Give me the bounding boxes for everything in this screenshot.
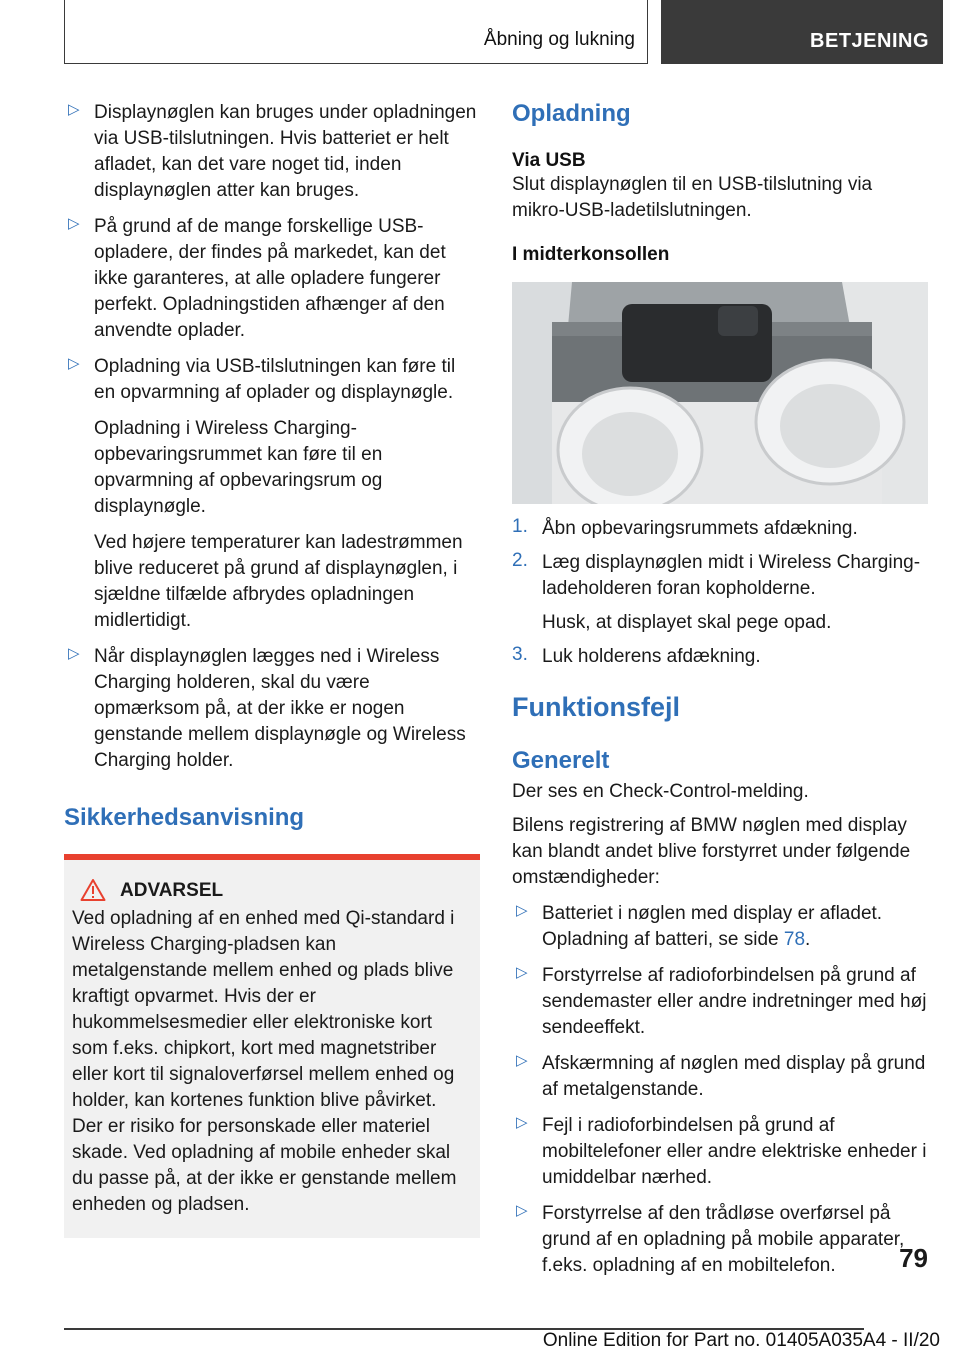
- via-usb-text: Slut displaynøglen til en USB-tilslutning via mikro-USB-ladetilslutningen.: [512, 174, 873, 221]
- triangle-right-icon: ▷: [68, 355, 80, 372]
- list-item: [512, 1201, 928, 1279]
- page-number: 79: [899, 1243, 928, 1273]
- steps-list: [512, 516, 928, 670]
- warning-text: Ved opladning af en enhed med Qi-standard i Wireless Charging-pladsen kan metalgenstande mellem enhed og plads blive kraftigt opvarmet. Hvis der er hukommelsesmedier eller elektroniske kort som f.eks. chipkort, kort med magnetstriber eller kort til signaloverførsel mellem enhed og holder, kan kortenes funktion blive påvirket. Der er risiko for personskade eller materiel skade. Ved opladning af mobile enheder skal du passe på, at der ikke er genstande mellem enheden og pladsen.: [72, 908, 457, 1215]
- warning-box: [64, 860, 480, 1238]
- triangle-right-icon: ▷: [516, 1202, 528, 1219]
- step-text: Læg displaynøglen midt i Wireless Charging-ladeholderen foran kopholderne.: [542, 552, 921, 599]
- warning-triangle-icon: [80, 878, 106, 902]
- list-item: [512, 1051, 928, 1103]
- list-item: [64, 644, 480, 774]
- triangle-right-icon: ▷: [68, 215, 80, 232]
- bullet-text: På grund af de mange forskellige USB-opladere, der findes på markedet, kan det ikke garanteres, at alle opladere fungerer perfekt. Opladningstiden afhænger af den anvendte oplader.: [94, 216, 446, 341]
- general-heading: Generelt: [512, 747, 610, 774]
- list-item: [512, 516, 928, 542]
- bullet-text: Forstyrrelse af den trådløse overførsel på grund af en opladning på mobile apparater, f.eks. opladning af en mobiltelefon.: [542, 1203, 905, 1276]
- step-subtext: Husk, at displayet skal pege opad.: [542, 612, 832, 633]
- warning-title-row: [72, 880, 472, 902]
- general-text-1: Der ses en Check-Control-melding.: [512, 781, 809, 802]
- triangle-right-icon: ▷: [516, 1114, 528, 1131]
- page-link[interactable]: 78: [783, 929, 806, 950]
- console-heading: I midterkonsollen: [512, 244, 670, 265]
- footer-text: Online Edition for Part no. 01405A035A4 - II/20: [542, 1330, 940, 1351]
- bullet-text: Opladning via USB-tilslutningen kan føre til en opvarmning af oplader og displaynøgle.: [94, 356, 456, 403]
- step-number: 3.: [512, 644, 528, 665]
- header-chapter-title: BETJENING: [810, 30, 929, 52]
- header-section-box: [64, 0, 648, 64]
- bullet-text: Forstyrrelse af radioforbindelsen på grund af sendemaster eller andre indretninger med høj sendeeffekt.: [542, 965, 927, 1038]
- fault-list: [512, 901, 928, 1279]
- bullet-text: Når displaynøglen lægges ned i Wireless Charging holderen, skal du være opmærksom på, at der ikke er nogen genstande mellem displaynøgle og Wireless Charging holder.: [94, 646, 466, 771]
- bullet-text-main: Batteriet i nøglen med display er afladet. Opladning af batteri, se side: [542, 903, 883, 950]
- list-item: [64, 100, 480, 204]
- list-item: [512, 901, 928, 953]
- list-item: [512, 644, 928, 670]
- list-item: [64, 214, 480, 344]
- warning-title: ADVARSEL: [120, 880, 224, 901]
- console-illustration: [512, 282, 928, 504]
- bullet-text: Fejl i radioforbindelsen på grund af mobiltelefoner eller andre elektriske enheder i umiddelbar nærhed.: [542, 1115, 927, 1188]
- bullet-text: Afskærmning af nøglen med display på grund af metalgenstande.: [542, 1053, 926, 1100]
- bullet-text-after: .: [805, 929, 811, 950]
- step-text: Luk holderens afdækning.: [542, 646, 761, 667]
- bullet-text: [542, 901, 928, 953]
- list-item: [64, 354, 480, 634]
- left-column: [64, 100, 480, 1238]
- bullet-text: Displaynøglen kan bruges under opladningen via USB-tilslutningen. Hvis batteriet er helt afladet, kan det vare noget tid, inden displaynøglen atter kan bruges.: [94, 102, 477, 201]
- bullet-subtext: Opladning i Wireless Charging-opbevaringsrummet kan føre til en opvarmning af opbevaringsrum og displaynøgle.: [94, 418, 383, 517]
- header-section-title: Åbning og lukning: [483, 29, 635, 50]
- step-number: 1.: [512, 516, 528, 537]
- header-chapter-box: [661, 0, 943, 64]
- via-usb-heading: Via USB: [512, 150, 586, 171]
- triangle-right-icon: ▷: [516, 964, 528, 981]
- triangle-right-icon: ▷: [68, 645, 80, 662]
- general-text-2: Bilens registrering af BMW nøglen med display kan blandt andet blive forstyrret under følgende omstændigheder:: [512, 815, 911, 888]
- triangle-right-icon: ▷: [516, 1052, 528, 1069]
- step-text: Åbn opbevaringsrummets afdækning.: [542, 518, 858, 539]
- charging-heading: Opladning: [512, 100, 631, 127]
- list-item: [512, 1113, 928, 1191]
- list-item: [512, 550, 928, 636]
- triangle-right-icon: ▷: [516, 902, 528, 919]
- right-column: [512, 100, 928, 1289]
- center-console-photo: [512, 282, 928, 504]
- list-item: [512, 963, 928, 1041]
- bullet-subtext: Ved højere temperaturer kan ladestrømmen blive reduceret på grund af displaynøglen, i sjældne tilfælde afbrydes opladningen midlertidigt.: [94, 532, 463, 631]
- safety-heading: Sikkerhedsanvisning: [64, 804, 305, 831]
- triangle-right-icon: ▷: [68, 101, 80, 118]
- fault-heading: Funktionsfejl: [512, 692, 680, 722]
- step-number: 2.: [512, 550, 528, 571]
